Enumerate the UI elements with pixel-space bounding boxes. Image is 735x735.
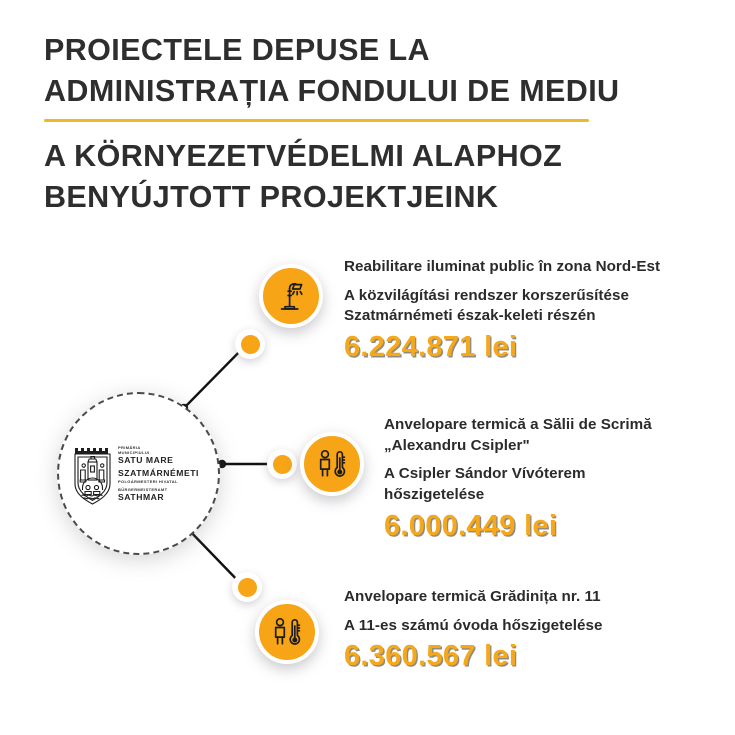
title-hu-line-2: BENYÚJTOTT PROJEKTJEINK xyxy=(44,179,499,214)
title-ro-line-2: ADMINISTRAȚIA FONDULUI DE MEDIU xyxy=(44,73,620,108)
logo-line-burgermeisteramt: BÜRGERMEISTERAMT xyxy=(118,486,168,492)
project-2-ro-line-1: Anvelopare termică a Sălii de Scrimă xyxy=(384,416,652,433)
connector-node-dot-1 xyxy=(235,329,265,359)
node-dot-fill-1 xyxy=(241,335,260,354)
logo-line-polgarmesteri: POLGÁRMESTERI HIVATAL xyxy=(118,478,178,484)
project-3-amount: 6.360.567 lei xyxy=(344,640,518,673)
project-2-hu-line-2: hőszigetelése xyxy=(384,486,485,504)
title-hu-line-1: A KÖRNYEZETVÉDELMI ALAPHOZ xyxy=(44,139,563,174)
node-dot-fill-3 xyxy=(238,578,257,597)
project-1-hu-line-2: Szatmárnémeti észak-keleti részén xyxy=(344,307,596,325)
project-text-1 xyxy=(344,257,726,364)
project-icon-bubble-2[interactable] xyxy=(300,432,364,496)
person-thermometer-icon xyxy=(314,446,350,482)
logo-line-sathmar: SATHMAR xyxy=(118,491,165,502)
project-3-hu-line-1: A 11-es számú óvoda hőszigetelése xyxy=(344,616,603,634)
project-icon-bubble-3[interactable] xyxy=(255,600,319,664)
project-2-hu-line-1: A Csipler Sándor Vívóterem xyxy=(384,465,586,483)
person-thermometer-icon xyxy=(269,614,305,650)
project-icon-bubble-1[interactable] xyxy=(259,264,323,328)
street-lamp-icon xyxy=(272,277,310,315)
node-dot-fill-2 xyxy=(273,455,292,474)
title-ro-line-1: PROIECTELE DEPUSE LA xyxy=(44,33,430,67)
satu-mare-coat-of-arms-icon xyxy=(72,443,113,505)
project-text-3 xyxy=(344,587,726,674)
project-text-2 xyxy=(384,415,728,543)
logo-line-primaria: PRIMĂRIA xyxy=(118,444,141,450)
logo-line-szatmarnemeti: SZATMÁRNÉMETI xyxy=(118,468,199,479)
connector-node-dot-3 xyxy=(232,572,262,602)
logo-line-municipiului: MUNICIPIULUI xyxy=(118,449,150,455)
connector-node-dot-2 xyxy=(267,449,297,479)
city-hall-logo-badge xyxy=(57,392,220,555)
project-1-amount: 6.224.871 lei xyxy=(344,331,518,364)
logo-line-satu-mare: SATU MARE xyxy=(118,455,174,466)
project-2-amount: 6.000.449 lei xyxy=(384,509,558,542)
project-3-ro-line-1: Anvelopare termică Grădinița nr. 11 xyxy=(344,588,601,605)
project-1-ro-line-1: Reabilitare iluminat public în zona Nord-Est xyxy=(344,258,661,275)
project-2-ro-line-2: „Alexandru Csipler" xyxy=(384,436,530,454)
project-1-hu-line-1: A közvilágítási rendszer korszerűsítése xyxy=(344,286,630,304)
